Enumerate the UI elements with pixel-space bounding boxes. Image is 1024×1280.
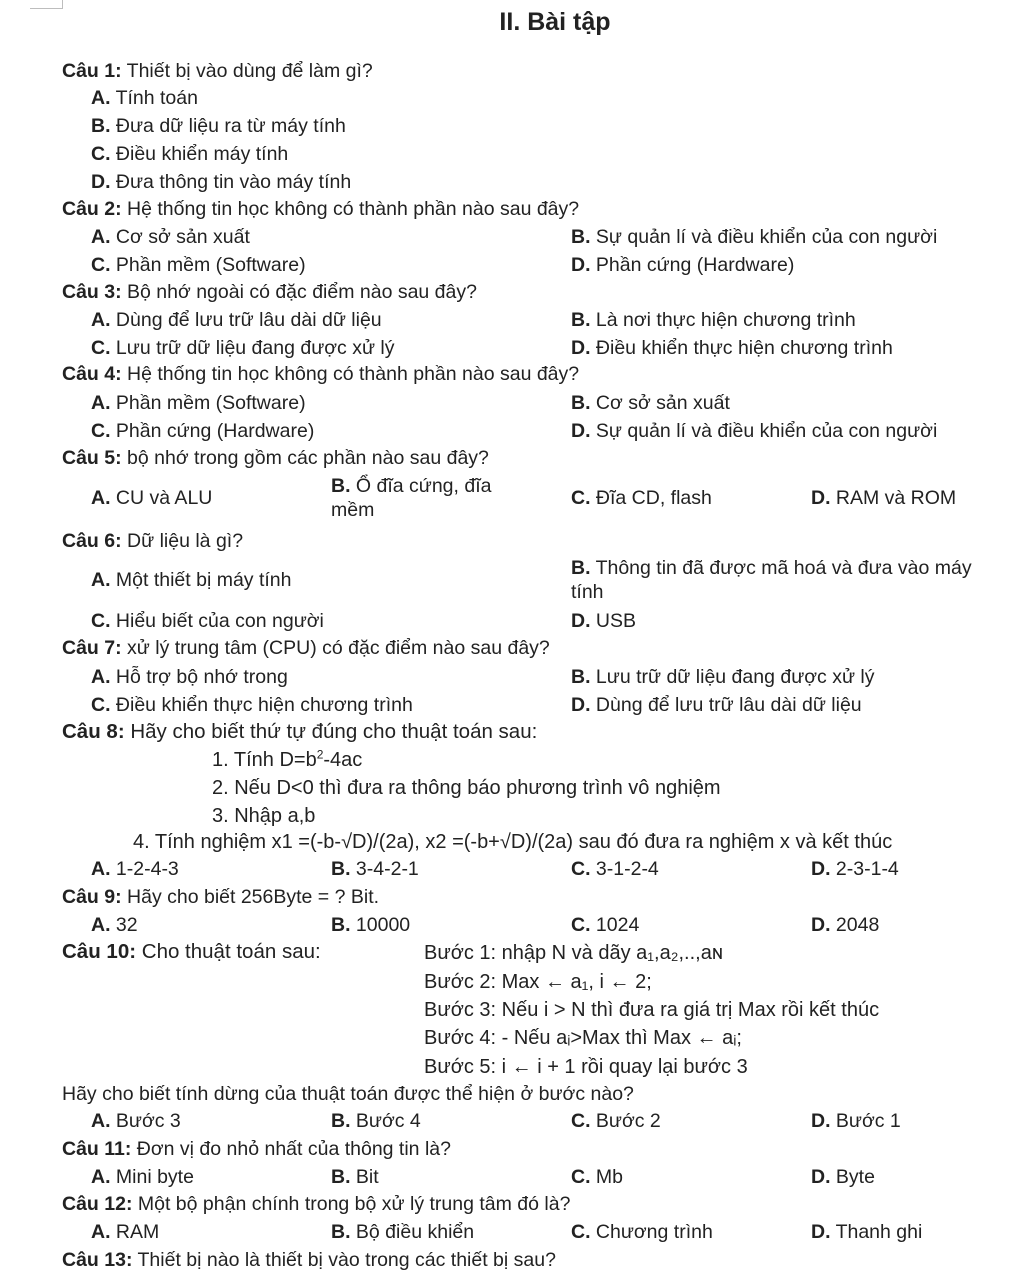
question-text: Hãy cho biết thứ tự đúng cho thuật toán sau: <box>124 720 538 743</box>
option-key: B. <box>91 115 111 137</box>
option-2d <box>571 253 794 277</box>
question-text: Hãy cho biết 256Byte = ? Bit. <box>121 886 380 908</box>
option-9c <box>571 913 639 937</box>
option-11d <box>811 1165 875 1189</box>
option-key: A. <box>91 1221 111 1243</box>
option-text: Điều khiển thực hiện chương trình <box>590 337 893 359</box>
question-7 <box>62 636 550 660</box>
step-text-tail: -4ac <box>323 749 363 771</box>
option-7c <box>91 693 413 717</box>
question-12 <box>62 1192 570 1216</box>
option-8b <box>331 857 419 881</box>
question-text: Một bộ phận chính trong bộ xử lý trung tâm đó là? <box>132 1193 571 1215</box>
question-label: Câu 11: <box>62 1138 132 1160</box>
option-key: A. <box>91 1110 111 1132</box>
option-text: 32 <box>110 914 138 936</box>
option-11b <box>331 1165 379 1189</box>
option-key: B. <box>571 226 591 248</box>
option-text: Cơ sở sản xuất <box>110 226 250 248</box>
option-text: Bước 3 <box>110 1110 181 1132</box>
option-3a <box>91 308 382 332</box>
question-label: Câu 3: <box>62 281 122 303</box>
option-text: USB <box>590 610 637 632</box>
option-text: Điều khiển máy tính <box>110 143 289 165</box>
algorithm-step-3: Bước 3: Nếu i > N thì đưa ra giá trị Max rồi kết thúc <box>424 999 880 1021</box>
option-text: Ổ đĩa cứng, đĩa mềm <box>331 475 492 521</box>
question-5 <box>62 446 489 470</box>
option-text: Sự quản lí và điều khiển của con người <box>590 226 938 248</box>
option-key: B. <box>331 1221 351 1243</box>
option-key: C. <box>91 420 111 442</box>
question-1 <box>62 59 373 83</box>
question-label: Câu 2: <box>62 198 122 220</box>
option-text: 3-4-2-1 <box>350 858 419 880</box>
option-text: Phần mềm (Software) <box>110 392 306 414</box>
question-11 <box>62 1137 451 1161</box>
option-key: B. <box>571 392 591 414</box>
question-10-followup: Hãy cho biết tính dừng của thuật toán được thể hiện ở bước nào? <box>62 1083 634 1105</box>
question-label: Câu 7: <box>62 637 122 659</box>
option-12a <box>91 1220 159 1244</box>
option-12b <box>331 1220 474 1244</box>
option-4d <box>571 419 937 443</box>
option-key: A. <box>91 309 111 331</box>
option-text: Mini byte <box>110 1166 194 1188</box>
question-3 <box>62 280 477 304</box>
option-3c <box>91 336 395 360</box>
option-key: C. <box>91 610 111 632</box>
algorithm-step-5: Bước 5: i ← i + 1 rồi quay lại bước 3 <box>424 1056 748 1078</box>
question-text: bộ nhớ trong gồm các phần nào sau đây? <box>121 447 489 469</box>
option-11a <box>91 1165 194 1189</box>
option-text: RAM và ROM <box>830 487 957 509</box>
question-10 <box>62 940 321 964</box>
option-text: Lưu trữ dữ liệu đang được xử lý <box>110 337 395 359</box>
option-key: B. <box>571 557 591 579</box>
question-2 <box>62 197 579 221</box>
option-key: B. <box>331 914 351 936</box>
option-text: Dùng để lưu trữ lâu dài dữ liệu <box>110 309 382 331</box>
option-text: 1-2-4-3 <box>110 858 179 880</box>
option-key: C. <box>571 858 591 880</box>
option-3d <box>571 336 893 360</box>
option-key: C. <box>571 914 591 936</box>
option-key: A. <box>91 569 111 591</box>
option-6a <box>91 568 292 592</box>
option-key: A. <box>91 487 111 509</box>
option-key: B. <box>331 475 351 497</box>
algorithm-step-4: Bước 4: - Nếu aᵢ>Max thì Max ← aᵢ; <box>424 1027 742 1049</box>
option-key: C. <box>91 694 111 716</box>
question-text: Hệ thống tin học không có thành phần nào sau đây? <box>121 363 580 385</box>
question-label: Câu 9: <box>62 886 122 908</box>
algorithm-step-1: Bước 1: nhập N và dãy a₁,a₂,..,aɴ <box>424 942 723 964</box>
option-text: Bước 1 <box>830 1110 901 1132</box>
option-text: Hỗ trợ bộ nhớ trong <box>110 666 288 688</box>
question-label: Câu 6: <box>62 530 122 552</box>
option-8a <box>91 857 179 881</box>
option-9a <box>91 913 138 937</box>
option-text: Phần cứng (Hardware) <box>110 420 315 442</box>
option-text: Phần mềm (Software) <box>110 254 306 276</box>
option-6d <box>571 609 636 633</box>
option-5c <box>571 486 712 510</box>
option-key: D. <box>571 694 591 716</box>
option-key: C. <box>91 254 111 276</box>
option-key: D. <box>91 171 111 193</box>
option-2a <box>91 225 250 249</box>
option-10c <box>571 1109 661 1133</box>
question-4 <box>62 362 579 386</box>
option-1b <box>91 114 346 138</box>
option-2b <box>571 225 937 249</box>
option-key: C. <box>91 143 111 165</box>
question-text: Dữ liệu là gì? <box>121 530 244 552</box>
exponent: 2 <box>316 747 324 762</box>
option-text: Byte <box>830 1166 875 1188</box>
option-text: Điều khiển thực hiện chương trình <box>110 694 413 716</box>
algorithm-step-3: 3. Nhập a,b <box>212 805 316 827</box>
option-key: B. <box>331 1110 351 1132</box>
option-key: D. <box>811 487 831 509</box>
option-1c <box>91 142 288 166</box>
option-text: 2-3-1-4 <box>830 858 899 880</box>
option-text: Tính toán <box>110 87 198 109</box>
option-text: Mb <box>590 1166 624 1188</box>
algorithm-step-2: 2. Nếu D<0 thì đưa ra thông báo phương trình vô nghiệm <box>212 777 721 799</box>
option-text: CU và ALU <box>110 487 213 509</box>
question-label: Câu 12: <box>62 1193 133 1215</box>
option-text: Bước 4 <box>350 1110 421 1132</box>
option-key: B. <box>571 666 591 688</box>
question-9 <box>62 885 379 909</box>
option-7a <box>91 665 288 689</box>
option-8d <box>811 857 899 881</box>
option-text: Bộ điều khiển <box>350 1221 475 1243</box>
option-key: D. <box>811 1166 831 1188</box>
option-4c <box>91 419 314 443</box>
option-key: A. <box>91 226 111 248</box>
option-4a <box>91 391 306 415</box>
option-key: D. <box>811 1110 831 1132</box>
option-text: Đưa dữ liệu ra từ máy tính <box>110 115 346 137</box>
option-text: Sự quản lí và điều khiển của con người <box>590 420 938 442</box>
option-text: 10000 <box>350 914 411 936</box>
option-key: D. <box>811 1221 831 1243</box>
option-4b <box>571 391 730 415</box>
question-text: Thiết bị nào là thiết bị vào trong các thiết bị sau? <box>132 1249 556 1271</box>
option-3b <box>571 308 856 332</box>
option-6c <box>91 609 324 633</box>
question-label: Câu 1: <box>62 60 122 82</box>
option-text: Là nơi thực hiện chương trình <box>590 309 856 331</box>
option-5d <box>811 486 956 510</box>
question-13 <box>62 1248 556 1272</box>
question-6 <box>62 529 243 553</box>
option-key: C. <box>571 487 591 509</box>
option-key: D. <box>571 610 591 632</box>
option-text: Chương trình <box>590 1221 713 1243</box>
option-2c <box>91 253 306 277</box>
option-key: A. <box>91 914 111 936</box>
question-label: Câu 4: <box>62 363 122 385</box>
option-key: D. <box>571 337 591 359</box>
question-8 <box>62 720 537 744</box>
option-10d <box>811 1109 901 1133</box>
option-5b <box>331 474 531 522</box>
algorithm-step-2: Bước 2: Max ← a₁, i ← 2; <box>424 971 652 993</box>
option-1a <box>91 86 198 110</box>
option-key: D. <box>811 858 831 880</box>
question-text: Hệ thống tin học không có thành phần nào sau đây? <box>121 198 580 220</box>
option-key: A. <box>91 87 111 109</box>
question-label: Câu 10: <box>62 940 137 963</box>
option-key: A. <box>91 666 111 688</box>
question-text: Thiết bị vào dùng để làm gì? <box>121 60 373 82</box>
option-text: RAM <box>110 1221 160 1243</box>
option-key: C. <box>91 337 111 359</box>
question-text: xử lý trung tâm (CPU) có đặc điểm nào sau đây? <box>121 637 550 659</box>
question-text: Bộ nhớ ngoài có đặc điểm nào sau đây? <box>121 281 477 303</box>
option-text: Bước 2 <box>590 1110 661 1132</box>
option-1d <box>91 170 351 194</box>
option-text: 2048 <box>830 914 880 936</box>
option-text: Thông tin đã được mã hoá và đưa vào máy tính <box>571 557 972 603</box>
option-text: 3-1-2-4 <box>590 858 659 880</box>
question-label: Câu 5: <box>62 447 122 469</box>
option-text: Một thiết bị máy tính <box>110 569 292 591</box>
option-key: C. <box>571 1110 591 1132</box>
step-text: 1. Tính D=b <box>212 749 317 771</box>
option-text: Cơ sở sản xuất <box>590 392 730 414</box>
option-key: D. <box>571 254 591 276</box>
question-label: Câu 13: <box>62 1249 133 1271</box>
option-text: Dùng để lưu trữ lâu dài dữ liệu <box>590 694 862 716</box>
option-9b <box>331 913 410 937</box>
option-key: A. <box>91 858 111 880</box>
option-9d <box>811 913 879 937</box>
option-12d <box>811 1220 922 1244</box>
option-7b <box>571 665 875 689</box>
option-text: Đĩa CD, flash <box>590 487 712 509</box>
option-11c <box>571 1165 623 1189</box>
option-key: C. <box>571 1166 591 1188</box>
question-text: Đơn vị đo nhỏ nhất của thông tin là? <box>131 1138 451 1160</box>
option-text: Thanh ghi <box>830 1221 923 1243</box>
option-6b <box>571 556 996 604</box>
section-title: II. Bài tập <box>499 8 611 36</box>
option-text: Đưa thông tin vào máy tính <box>110 171 352 193</box>
option-10a <box>91 1109 181 1133</box>
option-8c <box>571 857 659 881</box>
option-5a <box>91 486 212 510</box>
question-label: Câu 8: <box>62 720 125 743</box>
option-key: A. <box>91 392 111 414</box>
option-10b <box>331 1109 421 1133</box>
option-text: Phần cứng (Hardware) <box>590 254 795 276</box>
option-key: C. <box>571 1221 591 1243</box>
option-12c <box>571 1220 713 1244</box>
algorithm-step-4: 4. Tính nghiệm x1 =(-b-√D)/(2a), x2 =(-b+√D)/(2a) sau đó đưa ra nghiệm x và kết thúc <box>133 831 893 853</box>
option-key: D. <box>571 420 591 442</box>
option-key: A. <box>91 1166 111 1188</box>
option-key: B. <box>331 1166 351 1188</box>
option-text: Lưu trữ dữ liệu đang được xử lý <box>590 666 875 688</box>
option-text: Bit <box>350 1166 379 1188</box>
option-7d <box>571 693 862 717</box>
algorithm-step-1 <box>212 747 362 773</box>
option-key: D. <box>811 914 831 936</box>
option-text: Hiểu biết của con người <box>110 610 324 632</box>
option-key: B. <box>331 858 351 880</box>
option-key: B. <box>571 309 591 331</box>
option-text: 1024 <box>590 914 640 936</box>
question-text: Cho thuật toán sau: <box>136 940 321 963</box>
